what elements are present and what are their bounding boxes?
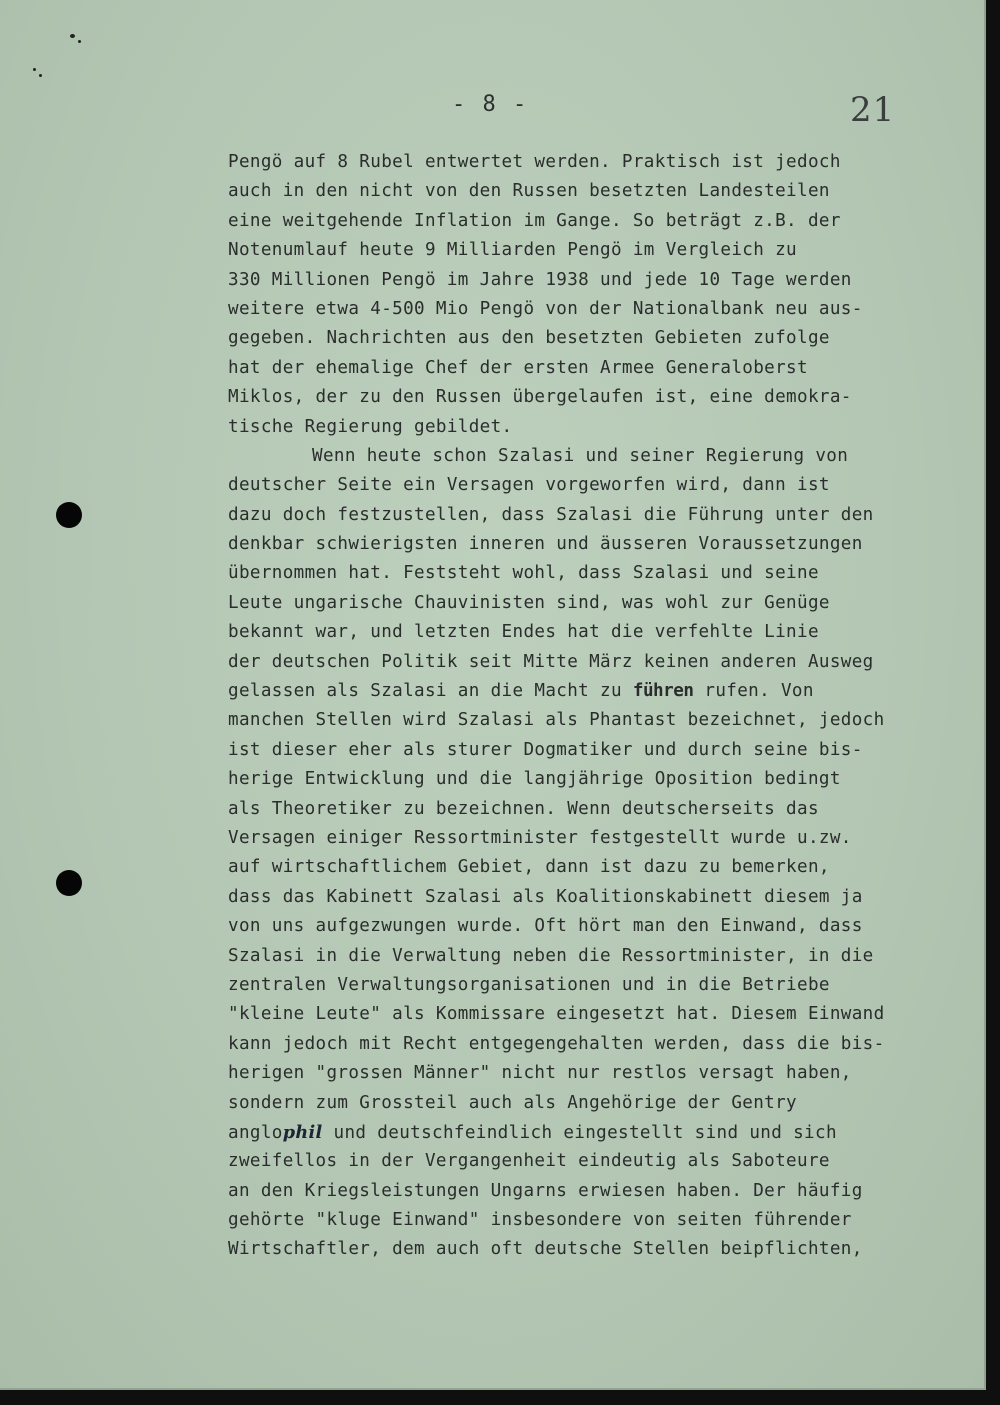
text-line: Miklos, der zu den Russen übergelaufen ist, eine demokra-	[228, 387, 852, 408]
handwritten-correction: phil	[282, 1121, 323, 1143]
text-segment: rufen. Von	[693, 681, 814, 702]
text-line: sondern zum Grossteil auch als Angehörige der Gentry	[228, 1092, 798, 1113]
text-line: hat der ehemalige Chef der ersten Armee Generaloberst	[228, 357, 808, 378]
text-line: Versagen einiger Ressortminister festgestellt wurde u.zw.	[228, 827, 852, 848]
page-number: - 8 -	[452, 92, 529, 117]
paragraph-start-line: Wenn heute schon Szalasi und seiner Regierung von	[312, 445, 849, 466]
text-line: manchen Stellen wird Szalasi als Phantast bezeichnet, jedoch	[228, 710, 885, 731]
text-line: 330 Millionen Pengö im Jahre 1938 und jede 10 Tage werden	[228, 269, 852, 290]
text-line: herigen "grossen Männer" nicht nur restlos versagt haben,	[228, 1063, 852, 1084]
text-line: dass das Kabinett Szalasi als Koalitionskabinett diesem ja	[228, 886, 863, 907]
text-line: Leute ungarische Chauvinisten sind, was wohl zur Genüge	[228, 592, 830, 613]
punch-hole-upper	[56, 502, 82, 528]
text-line: tische Regierung gebildet.	[228, 416, 513, 437]
text-line: auf wirtschaftlichem Gebiet, dann ist dazu zu bemerken,	[228, 857, 830, 878]
text-line: zweifellos in der Vergangenheit eindeutig als Saboteure	[228, 1151, 830, 1172]
punch-hole-lower	[56, 870, 82, 896]
text-line: dazu doch festzustellen, dass Szalasi die Führung unter den	[228, 504, 874, 525]
text-line: zentralen Verwaltungsorganisationen und in die Betriebe	[228, 974, 830, 995]
text-line: bekannt war, und letzten Endes hat die verfehlte Linie	[228, 622, 819, 643]
text-line: gegeben. Nachrichten aus den besetzten Gebieten zufolge	[228, 328, 830, 349]
text-segment: gelassen als Szalasi an die Macht zu	[228, 681, 633, 702]
text-line: ist dieser eher als sturer Dogmatiker und durch seine bis-	[228, 739, 863, 760]
text-line: Wirtschaftler, dem auch oft deutsche Stellen beipflichten,	[228, 1239, 863, 1260]
text-segment: anglo	[228, 1122, 283, 1143]
text-line-with-strikeover	[228, 677, 968, 706]
text-line-with-handwriting	[228, 1118, 968, 1147]
ink-speck	[33, 68, 36, 71]
body-text	[228, 148, 968, 1265]
text-line: Pengö auf 8 Rubel entwertet werden. Praktisch ist jedoch	[228, 152, 841, 172]
ink-speck	[70, 34, 75, 38]
text-line: von uns aufgezwungen wurde. Oft hört man den Einwand, dass	[228, 916, 863, 937]
text-line: Notenumlauf heute 9 Milliarden Pengö im Vergleich zu	[228, 240, 798, 261]
text-line: auch in den nicht von den Russen besetzten Landesteilen	[228, 181, 830, 202]
ink-speck	[78, 40, 81, 43]
text-line: "kleine Leute" als Kommissare eingesetzt hat. Diesem Einwand	[228, 1004, 885, 1025]
text-line: übernommen hat. Feststeht wohl, dass Szalasi und seine	[228, 563, 819, 584]
text-line: denkbar schwierigsten inneren und äusseren Voraussetzungen	[228, 534, 863, 555]
text-line: Szalasi in die Verwaltung neben die Ressortminister, in die	[228, 945, 874, 966]
struck-over-word: führen	[632, 681, 694, 702]
text-line: eine weitgehende Inflation im Gange. So beträgt z.B. der	[228, 210, 841, 231]
text-segment: und deutschfeindlich eingestellt sind und sich	[322, 1122, 837, 1143]
text-line: der deutschen Politik seit Mitte März keinen anderen Ausweg	[228, 651, 874, 672]
ink-speck	[39, 74, 42, 77]
folio-number: 21	[850, 90, 896, 130]
text-line: deutscher Seite ein Versagen vorgeworfen wird, dann ist	[228, 475, 830, 496]
text-line: weitere etwa 4-500 Mio Pengö von der Nationalbank neu aus-	[228, 298, 863, 319]
text-line: kann jedoch mit Recht entgegengehalten werden, dass die bis-	[228, 1033, 885, 1054]
text-line: gehörte "kluge Einwand" insbesondere von seiten führender	[228, 1210, 852, 1231]
text-line: als Theoretiker zu bezeichnen. Wenn deutscherseits das	[228, 798, 819, 819]
text-line: an den Kriegsleistungen Ungarns erwiesen haben. Der häufig	[228, 1180, 863, 1201]
text-line: herige Entwicklung und die langjährige Oposition bedingt	[228, 769, 841, 790]
